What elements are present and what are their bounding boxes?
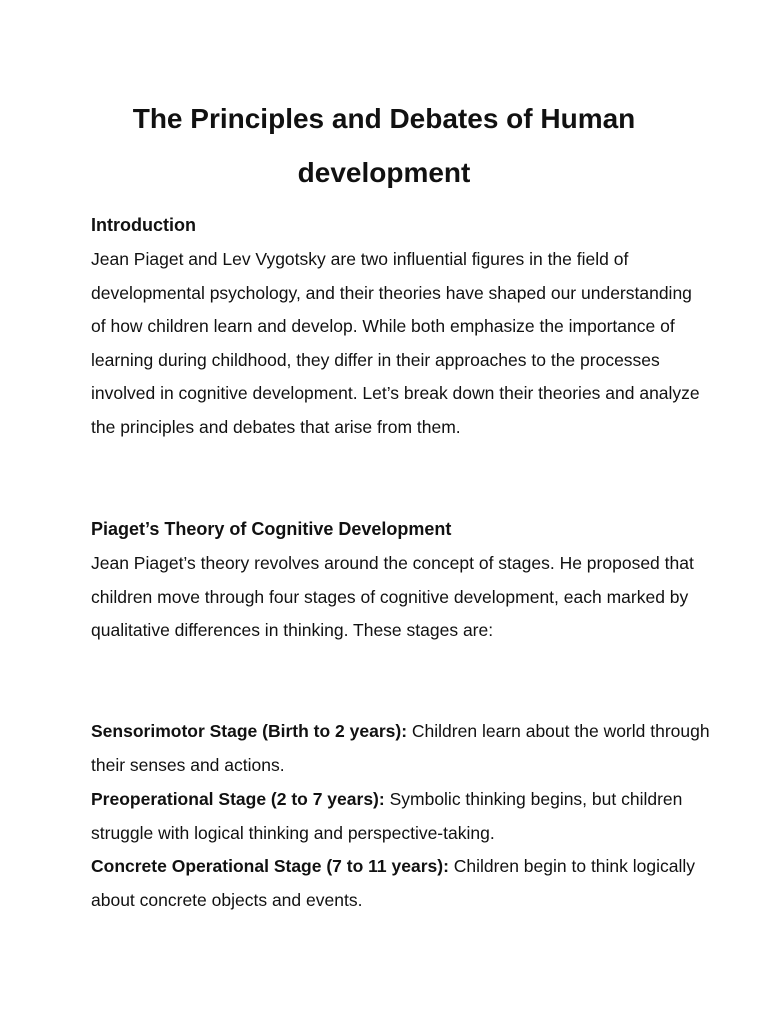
page-title-line-2: development: [297, 157, 471, 188]
stage-item-preoperational: [91, 783, 711, 850]
stage-name: Concrete Operational Stage (7 to 11 years):: [91, 856, 449, 876]
stage-name: Preoperational Stage (2 to 7 years):: [91, 789, 385, 809]
stage-item-concrete-operational: [91, 850, 711, 917]
page-title: [60, 92, 708, 200]
page-title-line-1: The Principles and Debates of Human: [132, 103, 636, 134]
piaget-theory-paragraph: Jean Piaget’s theory revolves around the concept of stages. He proposed that children move through four stages of cognitive development, each marked by qualitative differences in thinking. These stages are:: [91, 553, 694, 641]
stage-description: Symbolic thinking begins, but children struggle with logical thinking and perspective-taking.: [91, 789, 683, 843]
stage-description: Children learn about the world through their senses and actions.: [91, 721, 710, 775]
introduction-heading: Introduction: [91, 215, 196, 235]
stage-name: Sensorimotor Stage (Birth to 2 years):: [91, 721, 408, 741]
introduction-paragraph: Jean Piaget and Lev Vygotsky are two influential figures in the field of developmental psychology, and their theories have shaped our understanding of how children learn and develop. While both emphasize the importance of learning during childhood, they differ in their approaches to the processes involved in cognitive development. Let’s break down their theories and analyze the principles and debates that arise from them.: [91, 249, 700, 437]
stage-item-sensorimotor: [91, 715, 711, 782]
piaget-theory-heading: Piaget’s Theory of Cognitive Development: [91, 519, 452, 539]
stage-description: Children begin to think logically about concrete objects and events.: [91, 856, 696, 910]
